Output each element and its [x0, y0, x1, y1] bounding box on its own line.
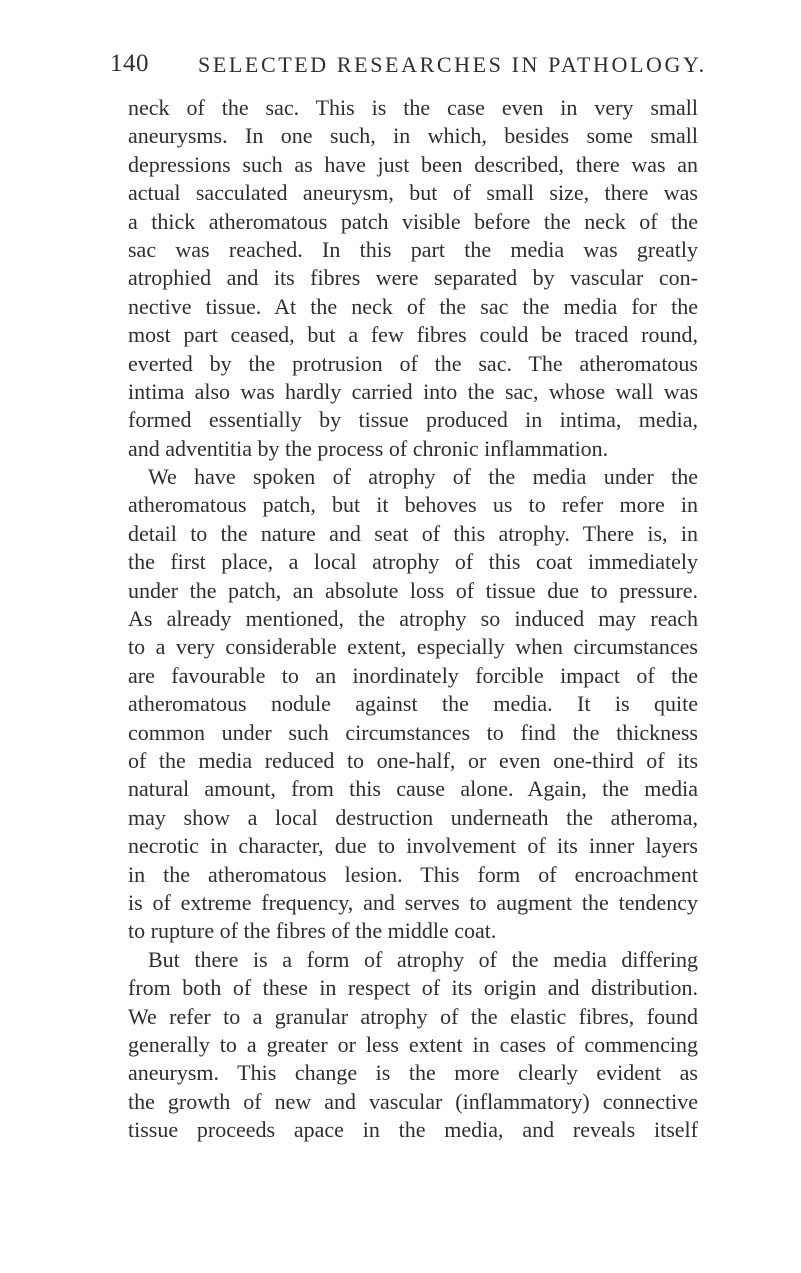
text-line: are favourable to an inordinately forcible impact of the — [128, 662, 698, 688]
text-line: sac was reached. In this part the media was greatly — [128, 236, 698, 262]
page-number: 140 — [110, 50, 149, 77]
text-line: is of extreme frequency, and serves to augment the tendency — [128, 889, 698, 915]
text-line: We refer to a granular atrophy of the elastic fibres, found — [128, 1003, 698, 1029]
text-line: aneurysms. In one such, in which, besides some small — [128, 123, 698, 149]
text-line: of the media reduced to one-half, or even one-third of its — [128, 747, 698, 773]
text-line: atheromatous patch, but it behoves us to refer more in — [128, 492, 698, 518]
text-line: detail to the nature and seat of this atrophy. There is, in — [128, 520, 698, 546]
text-line: formed essentially by tissue produced in intima, media, — [128, 407, 698, 433]
text-line: But there is a form of atrophy of the media differing — [148, 946, 698, 972]
text-line: the first place, a local atrophy of this coat immediately — [128, 549, 698, 575]
text-line: We have spoken of atrophy of the media under the — [148, 464, 698, 490]
page-header — [110, 50, 710, 80]
text-line: tissue proceeds apace in the media, and reveals itself — [128, 1117, 698, 1143]
text-line: depressions such as have just been described, there was an — [128, 151, 698, 177]
text-line: natural amount, from this cause alone. Again, the media — [128, 776, 698, 802]
text-line: necrotic in character, due to involvement of its inner layers — [128, 833, 698, 859]
body-text — [128, 94, 698, 1144]
text-line: aneurysm. This change is the more clearly evident as — [128, 1060, 698, 1086]
text-line: to rupture of the fibres of the middle coat. — [128, 918, 497, 944]
text-line: generally to a greater or less extent in cases of commencing — [128, 1031, 698, 1057]
text-line: the growth of new and vascular (inflammatory) connective — [128, 1088, 698, 1114]
text-line: may show a local destruction underneath the atheroma, — [128, 804, 698, 830]
text-line: from both of these in respect of its origin and distribution. — [128, 975, 698, 1001]
text-line: intima also was hardly carried into the sac, whose wall was — [128, 378, 698, 404]
text-line: to a very considerable extent, especially when circumstances — [128, 634, 698, 660]
text-line: under the patch, an absolute loss of tissue due to pressure. — [128, 577, 698, 603]
text-line: nective tissue. At the neck of the sac the media for the — [128, 293, 698, 319]
text-line: most part ceased, but a few fibres could be traced round, — [128, 322, 698, 348]
text-line: a thick atheromatous patch visible before the neck of the — [128, 208, 698, 234]
text-line: common under such circumstances to find the thickness — [128, 719, 698, 745]
text-line: As already mentioned, the atrophy so induced may reach — [128, 606, 698, 632]
text-line: and adventitia by the process of chronic inflammation. — [128, 435, 609, 461]
running-head: SELECTED RESEARCHES IN PATHOLOGY. — [198, 52, 707, 77]
text-line: actual sacculated aneurysm, but of small size, there was — [128, 180, 698, 206]
text-line: everted by the protrusion of the sac. The atheromatous — [128, 350, 698, 376]
text-line: neck of the sac. This is the case even in very small — [128, 95, 698, 120]
text-line: atrophied and its fibres were separated by vascular con- — [128, 265, 698, 291]
text-line: in the atheromatous lesion. This form of encroachment — [128, 861, 698, 887]
text-line: atheromatous nodule against the media. It is quite — [128, 691, 698, 717]
